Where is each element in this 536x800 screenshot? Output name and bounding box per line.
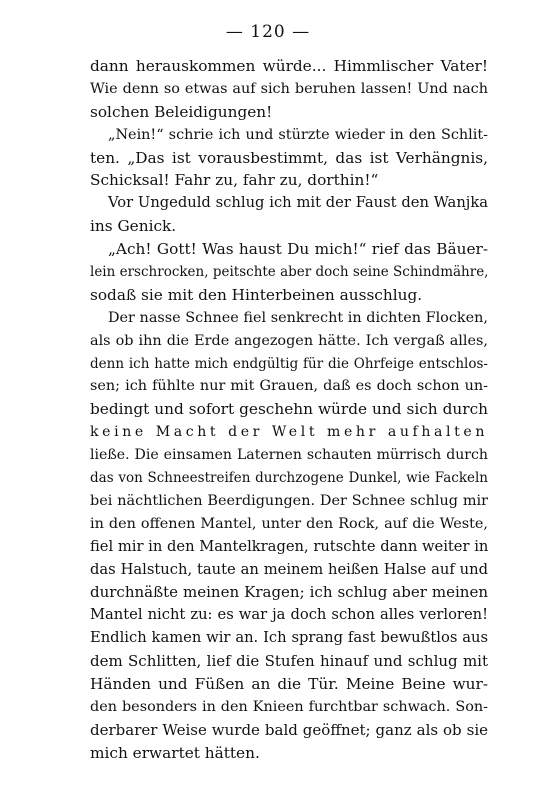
text-line: fiel mir in den Mantelkragen, rutschte dann weiter in [90,537,489,555]
text-line: Endlich kamen wir an. Ich sprang fast bewußtlos aus [90,629,488,647]
text-line: lein erschrocken, peitschte aber doch seine Schindmähre, [90,264,489,281]
text-line: in den offenen Mantel, unter den Rock, auf die Weste, [90,515,488,532]
text-line: den besonders in den Knieen furchtbar schwach. Son- [90,698,488,715]
text-line: ließe. Die einsamen Laternen schauten mürrisch durch [90,447,488,464]
text-line: denn ich hatte mich endgültig für die Ohrfeige entschlos- [90,355,488,372]
text-line: Wie denn so etwas auf sich beruhen lassen! Und nach [90,80,488,97]
text-line: sen; ich fühlte nur mit Grauen, daß es doch schon un- [90,378,488,395]
text-line: durchnäßte meinen Kragen; ich schlug aber meinen [90,583,488,602]
text-line: sodaß sie mit den Hinterbeinen ausschlug. [90,285,423,304]
text-line: derbarer Weise wurde bald geöffnet; ganz als ob sie [90,720,488,739]
text-line: Schicksal! Fahr zu, fahr zu, dorthin!“ [90,171,379,190]
text-line: Vor Ungeduld schlug ich mit der Faust den Wanjka [108,194,488,212]
text-line: das von Schneestreifen durchzogene Dunkel, wie Fackeln [90,470,488,487]
text-line: das Halstuch, taute an meinem heißen Halse auf und [90,560,488,578]
text-line: keine Macht der Welt mehr aufhalten [90,424,488,441]
text-line: mich erwartet hätten. [90,743,260,762]
body-text [90,55,488,765]
text-line: dem Schlitten, lief die Stufen hinauf und schlug mit [90,652,488,671]
text-line: ins Genick. [90,217,177,236]
page-number: — 120 — [225,22,311,42]
text-line: Händen und Füßen an die Tür. Meine Beine wur- [90,675,488,694]
text-line: ten. „Das ist vorausbestimmt, das ist Verhängnis, [90,148,488,167]
text-line: „Nein!“ schrie ich und stürzte wieder in den Schlit- [108,126,488,143]
text-line: bei nächtlichen Beerdigungen. Der Schnee schlug mir [90,492,488,509]
text-line: „Ach! Gott! Was haust Du mich!“ rief das Bäuer- [108,240,488,259]
text-line: bedingt und sofort geschehn würde und sich durch [90,400,488,419]
text-line: Der nasse Schnee fiel senkrecht in dichten Flocken, [108,309,488,326]
text-line: als ob ihn die Erde angezogen hätte. Ich vergaß alles, [90,332,488,349]
text-line: Mantel nicht zu: es war ja doch schon alles verloren! [90,606,488,624]
text-line: dann herauskommen würde... Himmlischer Vater! [90,57,488,75]
text-line: solchen Beleidigungen! [90,102,273,121]
